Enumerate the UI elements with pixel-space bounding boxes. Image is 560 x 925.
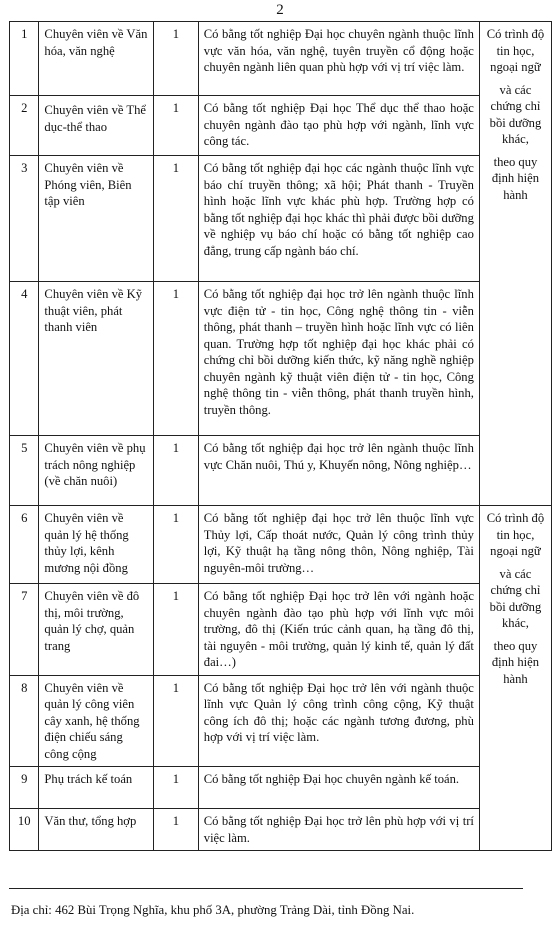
row-number: 4 [10, 282, 39, 436]
quantity: 1 [154, 809, 199, 851]
other-req-line: Có trình độ tin học, ngoại ngữ [486, 511, 545, 558]
table-row [10, 506, 552, 584]
position-table [9, 21, 552, 851]
table-row [10, 436, 552, 506]
table-row [10, 584, 552, 676]
row-number: 6 [10, 506, 39, 584]
position-title: Chuyên viên về quản lý công viên cây xanh, hệ thống điện chiếu sáng công cộng [39, 675, 154, 767]
other-requirements-group-a [479, 22, 551, 506]
quantity: 1 [154, 156, 199, 282]
quantity: 1 [154, 96, 199, 156]
row-number: 2 [10, 96, 39, 156]
position-title: Chuyên viên về quản lý hệ thống thủy lợi, kênh mương nội đồng [39, 506, 154, 584]
row-number: 9 [10, 767, 39, 809]
other-requirements-group-b [479, 506, 551, 851]
table-row [10, 22, 552, 96]
other-req-line: theo quy định hiện hành [491, 638, 540, 686]
other-req-line: theo quy định hiện hành [491, 154, 540, 202]
table-row [10, 282, 552, 436]
page-number: 2 [276, 2, 284, 18]
requirement: Có bằng tốt nghiệp Đại học chuyên ngành kế toán. [198, 767, 479, 809]
position-title: Chuyên viên về đô thị, môi trường, quản lý chợ, quản trang [39, 584, 154, 676]
row-number: 10 [10, 809, 39, 851]
position-title: Chuyên viên về Phóng viên, Biên tập viên [39, 156, 154, 282]
position-title: Chuyên viên về Thể dục-thể thao [39, 96, 154, 156]
quantity: 1 [154, 584, 199, 676]
position-title: Văn thư, tổng hợp [39, 809, 154, 851]
row-number: 8 [10, 675, 39, 767]
other-req-line: và các chứng chỉ bồi dưỡng khác, [489, 82, 542, 146]
position-title: Chuyên viên về Văn hóa, văn nghệ [39, 22, 154, 96]
table-row [10, 767, 552, 809]
requirement: Có bằng tốt nghiệp Đại học trở lên với ngành thuộc lĩnh vực Quản lý công trình công cộng, Kỹ thuật công ích đô thị; hoặc các ngành tương đương, phù hợp với vị trí việc làm. [198, 675, 479, 767]
requirement: Có bằng tốt nghiệp Đại học trở lên phù hợp với vị trí việc làm. [198, 809, 479, 851]
position-title: Chuyên viên về phụ trách nông nghiệp (về chăn nuôi) [39, 436, 154, 506]
footer-address: Địa chỉ: 462 Bùi Trọng Nghĩa, khu phố 3A, phường Trảng Dài, tỉnh Đồng Nai. [11, 903, 415, 917]
quantity: 1 [154, 436, 199, 506]
requirement: Có bằng tốt nghiệp đại học trở lên ngành thuộc lĩnh vực điện tử - tin học, Công nghệ thông tin - viễn thông, phát thanh – truyền hình hoặc lĩnh vực có liên quan. Trường hợp tốt nghiệp đại học khác phải có chứng chỉ bồi dưỡng kiến thức, kỹ năng nghề nghiệp chuyên ngành kỹ thuật viên điện tử - tin học, Công nghệ thông tin - viễn thông, phát thanh truyền hình, truyền thông. [198, 282, 479, 436]
row-number: 3 [10, 156, 39, 282]
requirement: Có bằng tốt nghiệp đại học trở lên thuộc lĩnh vực Thủy lợi, Cấp thoát nước, Quản lý công trình thủy lợi, Kỹ thuật hạ tầng nông thôn, Nông nghiệp, Tài nguyên-môi trường… [198, 506, 479, 584]
other-req-line: Có trình độ tin học, ngoại ngữ [486, 27, 545, 74]
quantity: 1 [154, 22, 199, 96]
other-req-line: và các chứng chỉ bồi dưỡng khác, [489, 566, 542, 630]
table-row [10, 675, 552, 767]
table-row [10, 96, 552, 156]
row-number: 1 [10, 22, 39, 96]
quantity: 1 [154, 675, 199, 767]
quantity: 1 [154, 767, 199, 809]
quantity: 1 [154, 506, 199, 584]
requirement: Có bằng tốt nghiệp Đại học chuyên ngành thuộc lĩnh vực văn hóa, văn nghệ, tuyên truyền cổ động hoặc chuyên ngành liên quan phù hợp với vị trí việc làm. [198, 22, 479, 96]
position-title: Phụ trách kế toán [39, 767, 154, 809]
table-row [10, 809, 552, 851]
row-number: 7 [10, 584, 39, 676]
row-number: 5 [10, 436, 39, 506]
requirement: Có bằng tốt nghiệp đại học trở lên ngành thuộc lĩnh vực Chăn nuôi, Thú y, Khuyến nông, Nông nghiệp… [198, 436, 479, 506]
requirement: Có bằng tốt nghiệp đại học các ngành thuộc lĩnh vực báo chí truyền thông; xã hội; Phát thanh - Truyền hình hoặc lĩnh vực khác phù hợp. Trường hợp có bằng tốt nghiệp đại học khác thì phải được bồi dưỡng về nghiệp vụ báo chí hoặc có bằng tốt nghiệp cao đẳng, trung cấp ngành báo chí. [198, 156, 479, 282]
requirement: Có bằng tốt nghiệp Đại học trở lên với ngành hoặc chuyên ngành đào tạo phù hợp với lĩnh vực môi trường, đô thị (Kiến trúc cảnh quan, hạ tầng đô thị, tài nguyên - môi trường, quản lý kinh tế, quản lý đất đai…) [198, 584, 479, 676]
quantity: 1 [154, 282, 199, 436]
footer-divider [9, 888, 523, 889]
position-title: Chuyên viên về Kỹ thuật viên, phát thanh viên [39, 282, 154, 436]
requirement: Có bằng tốt nghiệp Đại học Thể dục thể thao hoặc chuyên ngành đào tạo phù hợp với ngành, lĩnh vực công tác. [198, 96, 479, 156]
table-row [10, 156, 552, 282]
